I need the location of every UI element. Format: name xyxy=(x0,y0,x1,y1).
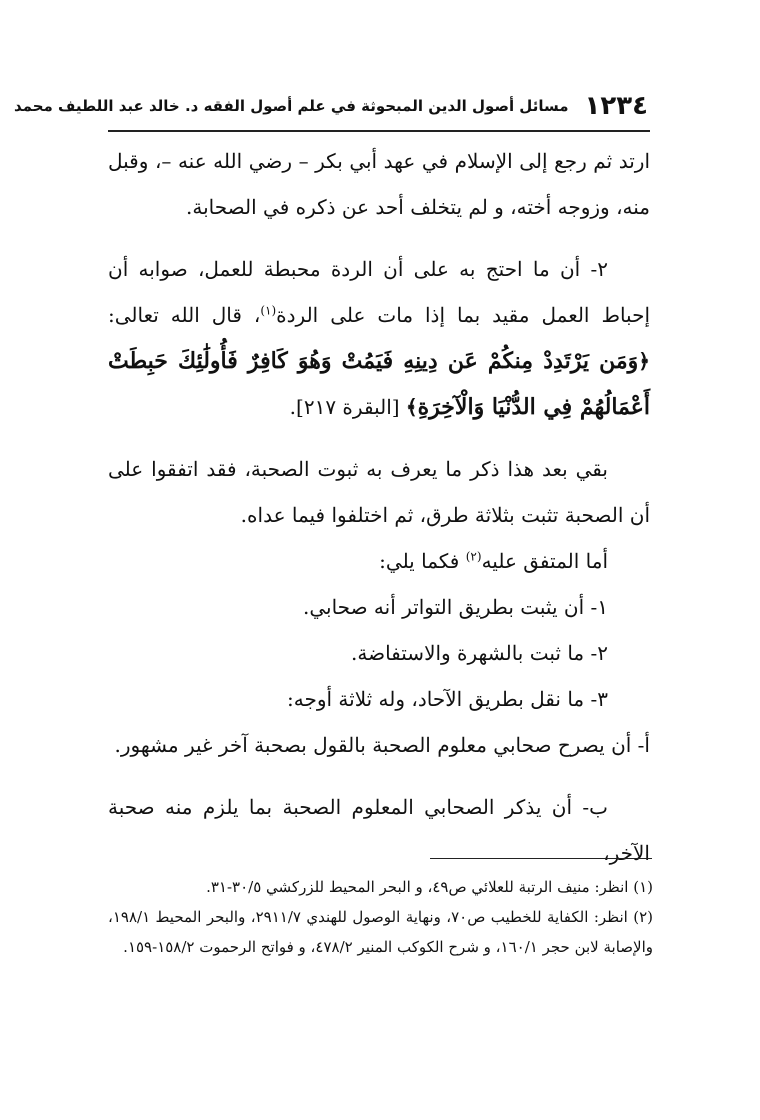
paragraph-4 xyxy=(108,538,650,584)
footnotes xyxy=(108,872,653,962)
list-item-1: ١- أن يثبت بطريق التواتر أنه صحابي. xyxy=(302,595,608,619)
body-text xyxy=(108,138,650,876)
paragraph-1: ارتد ثم رجع إلى الإسلام في عهد أبي بكر – رضي الله عنه –، وقبل منه، وزوجه أخته، و لم يتخلف أحد عن ذكره في الصحابة. xyxy=(108,149,650,219)
paragraph-4-intro: أما المتفق عليه xyxy=(481,549,608,573)
footnote-2: (٢) انظر: الكفاية للخطيب ص٧٠، ونهاية الوصول للهندي ٢٩١١/٧، والبحر المحيط ١٩٨/١، والإصابة لابن حجر ١٦٠/١، و شرح الكوكب المنير ٤٧٨/٢، و فواتح الرحموت ١٥٨/٢-١٥٩. xyxy=(108,908,653,956)
paragraph-3: بقي بعد هذا ذكر ما يعرف به ثبوت الصحبة، فقد اتفقوا على أن الصحبة تثبت بثلاثة طرق، ثم اختلفوا فيما عداه. xyxy=(108,457,650,527)
paragraph-2-intro: ٢- أن ما احتج به على أن الردة محبطة للعمل، صوابه أن إحباط العمل مقيد بما إذا مات على الردة xyxy=(108,257,650,327)
paragraph-2-after: ، قال الله تعالى: xyxy=(108,303,261,327)
header-divider xyxy=(108,130,650,132)
verse-close-bracket: ﴾ xyxy=(405,395,418,419)
verse-reference: [البقرة ٢١٧]. xyxy=(289,395,406,419)
footnote-1: (١) انظر: منيف الرتبة للعلائي ص٤٩، و البحر المحيط للزركشي ٣٠/٥-٣١. xyxy=(206,878,653,896)
spacer xyxy=(108,430,650,446)
footnote-ref-2[interactable]: (٢) xyxy=(465,549,482,564)
spacer xyxy=(108,230,650,246)
spacer xyxy=(108,768,650,784)
paragraph-2 xyxy=(108,246,650,430)
footnote-ref-1[interactable]: (١) xyxy=(260,303,277,318)
paragraph-4-after: فكما يلي: xyxy=(379,549,466,573)
footnote-divider xyxy=(430,858,652,859)
list-item-a: أ- أن يصرح صحابي معلوم الصحبة بالقول بصحبة آخر غير مشهور. xyxy=(114,733,650,757)
verse-open-bracket: ﴿ xyxy=(638,349,650,373)
list-item-3: ٣- ما نقل بطريق الآحاد، وله ثلاثة أوجه: xyxy=(287,687,608,711)
list-item-2: ٢- ما ثبت بالشهرة والاستفاضة. xyxy=(351,641,608,665)
header-title: مسائل أصول الدين المبحوثة في علم أصول الفقه د. خالد عبد اللطيف محمد xyxy=(13,97,569,115)
page-number: ١٢٣٤ xyxy=(584,91,648,121)
running-header xyxy=(13,86,648,126)
quran-verse: وَمَن يَرْتَدِدْ مِنكُمْ عَن دِينِهِ فَيَمُتْ وَهُوَ كَافِرٌ فَأُولَٰئِكَ حَبِطَتْ أَعْمَالُهُمْ فِي الدُّنْيَا وَالْآخِرَةِ xyxy=(108,348,650,420)
list-item-b: ب- أن يذكر الصحابي المعلوم الصحبة بما يلزم منه صحبة الآخر، xyxy=(108,795,650,865)
